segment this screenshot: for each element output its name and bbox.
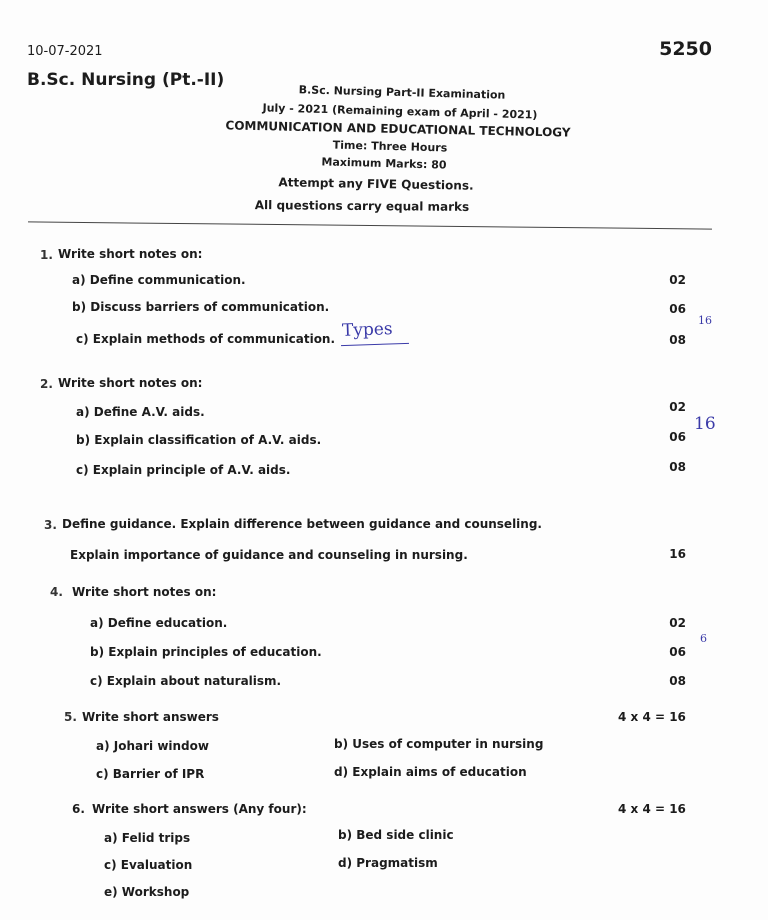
q2-number: 2. xyxy=(40,377,53,391)
q5-title: Write short answers xyxy=(82,710,219,724)
q1-item-c: c) Explain methods of communication. xyxy=(76,332,336,346)
q1-title: Write short notes on: xyxy=(58,247,203,261)
q4-item-b: b) Explain principles of education. xyxy=(90,645,322,659)
exam-session: July - 2021 (Remaining exam of April - 2021) xyxy=(262,101,538,122)
q4-title: Write short notes on: xyxy=(72,585,217,599)
q5-item-a: a) Johari window xyxy=(96,739,209,753)
q5-item-d: d) Explain aims of education xyxy=(334,765,527,779)
max-marks: Maximum Marks: 80 xyxy=(321,155,447,172)
subject-title: COMMUNICATION AND EDUCATIONAL TECHNOLOGY xyxy=(225,118,571,140)
q4-item-c: c) Explain about naturalism. xyxy=(90,674,282,688)
q1-item-b: b) Discuss barriers of communication. xyxy=(72,300,330,314)
q3-number: 3. xyxy=(44,518,57,532)
q6-item-e: e) Workshop xyxy=(104,885,190,899)
instruction-attempt: Attempt any FIVE Questions. xyxy=(278,175,474,193)
q5-number: 5. xyxy=(64,710,77,724)
q4-item-c-marks: 08 xyxy=(669,674,686,688)
handwritten-underline xyxy=(341,343,409,346)
q4-item-a-marks: 02 xyxy=(669,616,686,630)
q1-item-a: a) Define communication. xyxy=(72,273,246,287)
q3-marks: 16 xyxy=(669,547,686,561)
q6-item-d: d) Pragmatism xyxy=(338,856,438,870)
header-divider xyxy=(28,221,712,229)
q6-number: 6. xyxy=(72,802,85,816)
q3-line1: Define guidance. Explain difference between guidance and counseling. xyxy=(62,517,542,531)
paper-code: 5250 xyxy=(659,38,712,60)
q6-item-b: b) Bed side clinic xyxy=(338,828,454,842)
q6-marks: 4 x 4 = 16 xyxy=(618,802,686,816)
q1-item-c-marks: 08 xyxy=(669,333,686,347)
q2-item-a: a) Define A.V. aids. xyxy=(76,405,205,419)
q1-item-b-marks: 06 xyxy=(669,302,686,316)
q2-title: Write short notes on: xyxy=(58,376,203,390)
q2-item-c: c) Explain principle of A.V. aids. xyxy=(76,463,291,477)
q1-item-a-marks: 02 xyxy=(669,273,686,287)
q2-item-b-marks: 06 xyxy=(669,430,686,444)
q4-number: 4. xyxy=(50,585,63,599)
exam-date: 10-07-2021 xyxy=(27,44,103,59)
handwritten-annotation-types: Types xyxy=(341,319,393,341)
instruction-equal-marks: All questions carry equal marks xyxy=(254,198,470,214)
q4-side-note: 6 xyxy=(700,632,707,645)
exam-time: Time: Three Hours xyxy=(332,138,448,155)
q4-item-b-marks: 06 xyxy=(669,645,686,659)
q4-item-a: a) Define education. xyxy=(90,616,228,630)
q6-item-c: c) Evaluation xyxy=(104,858,193,872)
q6-title: Write short answers (Any four): xyxy=(92,802,307,816)
q2-side-note: 16 xyxy=(694,414,716,434)
q5-item-c: c) Barrier of IPR xyxy=(96,767,205,781)
q6-item-a: a) Felid trips xyxy=(104,831,191,845)
q5-marks: 4 x 4 = 16 xyxy=(618,710,686,724)
q2-item-b: b) Explain classification of A.V. aids. xyxy=(76,433,322,447)
q5-item-b: b) Uses of computer in nursing xyxy=(334,737,544,751)
course-title: B.Sc. Nursing (Pt.-II) xyxy=(27,70,225,90)
q3-line2: Explain importance of guidance and counseling in nursing. xyxy=(70,548,468,562)
exam-name: B.Sc. Nursing Part-II Examination xyxy=(298,83,506,102)
q1-side-note: 16 xyxy=(698,314,712,327)
q1-number: 1. xyxy=(40,248,53,262)
q2-item-c-marks: 08 xyxy=(669,460,686,474)
q2-item-a-marks: 02 xyxy=(669,400,686,414)
